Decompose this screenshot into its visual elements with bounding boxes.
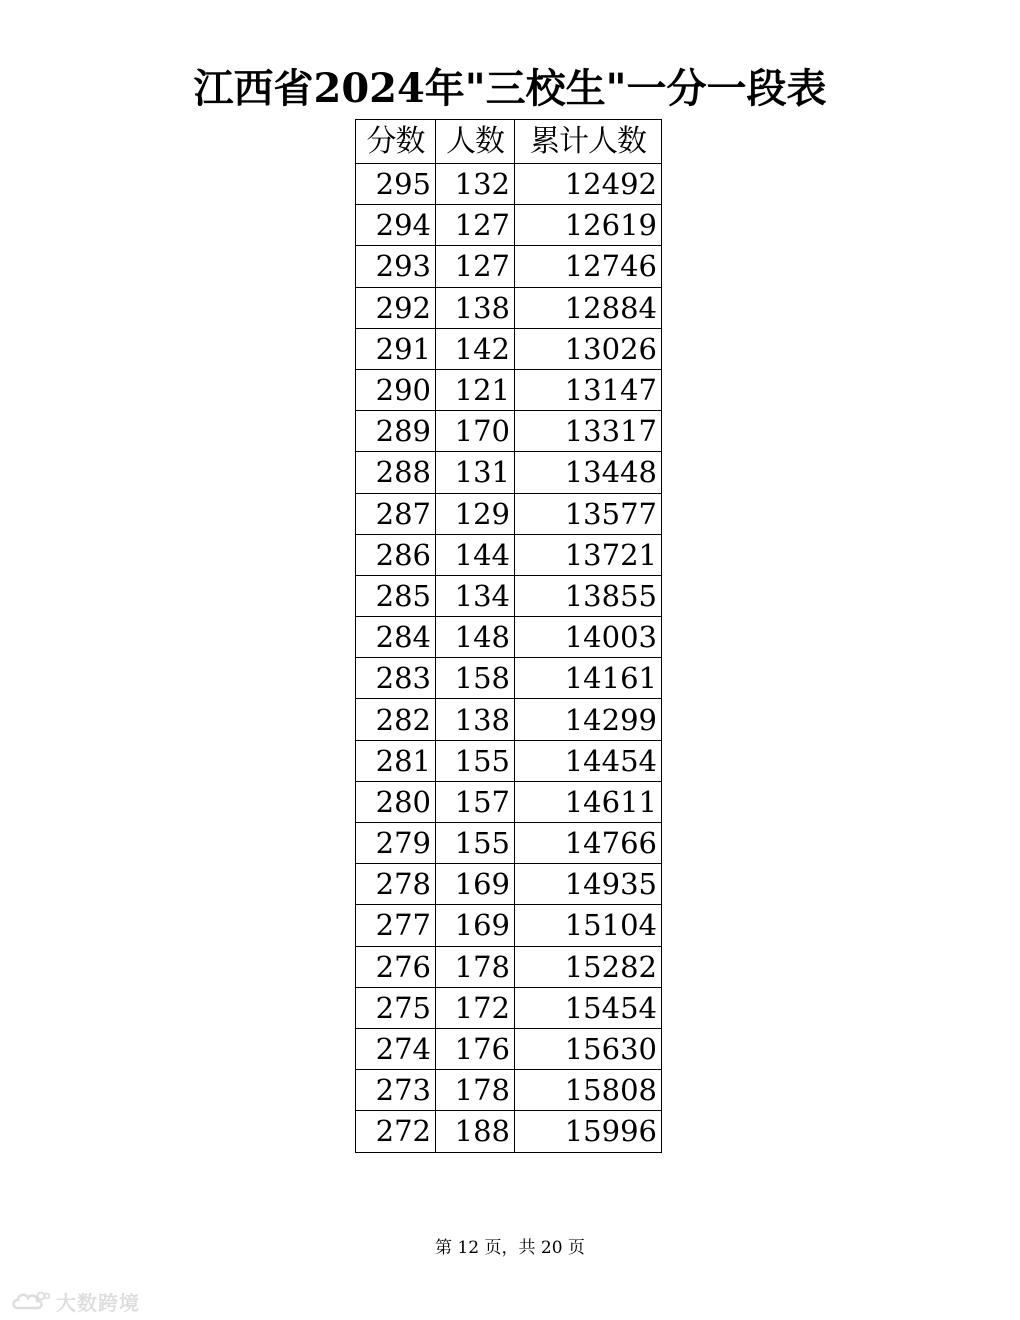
table-row bbox=[356, 534, 662, 575]
cell-count: 178 bbox=[436, 946, 515, 987]
table-row bbox=[356, 658, 662, 699]
cell-count: 155 bbox=[436, 740, 515, 781]
table-row bbox=[356, 328, 662, 369]
cell-score: 284 bbox=[356, 617, 436, 658]
cell-cumulative: 12492 bbox=[515, 164, 662, 205]
cell-count: 132 bbox=[436, 164, 515, 205]
column-header-score: 分数 bbox=[356, 120, 436, 164]
cell-cumulative: 15808 bbox=[515, 1070, 662, 1111]
cell-score: 273 bbox=[356, 1070, 436, 1111]
table-row bbox=[356, 164, 662, 205]
table-row bbox=[356, 246, 662, 287]
cell-cumulative: 15282 bbox=[515, 946, 662, 987]
cell-score: 294 bbox=[356, 205, 436, 246]
cell-score: 276 bbox=[356, 946, 436, 987]
table-row bbox=[356, 411, 662, 452]
cell-count: 158 bbox=[436, 658, 515, 699]
cell-cumulative: 13721 bbox=[515, 534, 662, 575]
cell-score: 288 bbox=[356, 452, 436, 493]
watermark-text: 大数跨境 bbox=[56, 1290, 140, 1315]
table-row bbox=[356, 1111, 662, 1152]
cell-score: 287 bbox=[356, 493, 436, 534]
table-row bbox=[356, 823, 662, 864]
cell-cumulative: 14161 bbox=[515, 658, 662, 699]
table-row bbox=[356, 699, 662, 740]
table-row bbox=[356, 369, 662, 410]
cell-score: 281 bbox=[356, 740, 436, 781]
cell-cumulative: 14766 bbox=[515, 823, 662, 864]
cell-score: 291 bbox=[356, 328, 436, 369]
score-distribution-table bbox=[355, 119, 662, 1153]
cell-score: 289 bbox=[356, 411, 436, 452]
cell-cumulative: 13448 bbox=[515, 452, 662, 493]
column-header-cumulative: 累计人数 bbox=[515, 120, 662, 164]
cell-score: 272 bbox=[356, 1111, 436, 1152]
cell-score: 283 bbox=[356, 658, 436, 699]
cell-cumulative: 13855 bbox=[515, 575, 662, 616]
cell-score: 290 bbox=[356, 369, 436, 410]
table-row bbox=[356, 987, 662, 1028]
table-header-row bbox=[356, 120, 662, 164]
watermark bbox=[10, 1287, 140, 1315]
table-row bbox=[356, 905, 662, 946]
table-row bbox=[356, 740, 662, 781]
cell-score: 278 bbox=[356, 864, 436, 905]
table-body bbox=[356, 164, 662, 1153]
cell-count: 129 bbox=[436, 493, 515, 534]
table-row bbox=[356, 287, 662, 328]
cell-count: 148 bbox=[436, 617, 515, 658]
cell-cumulative: 13026 bbox=[515, 328, 662, 369]
table-row bbox=[356, 493, 662, 534]
cell-cumulative: 14003 bbox=[515, 617, 662, 658]
table-row bbox=[356, 1070, 662, 1111]
cell-score: 292 bbox=[356, 287, 436, 328]
cell-cumulative: 13577 bbox=[515, 493, 662, 534]
cell-cumulative: 15454 bbox=[515, 987, 662, 1028]
cell-count: 134 bbox=[436, 575, 515, 616]
cell-count: 176 bbox=[436, 1028, 515, 1069]
cell-count: 121 bbox=[436, 369, 515, 410]
cell-cumulative: 14935 bbox=[515, 864, 662, 905]
cell-score: 286 bbox=[356, 534, 436, 575]
cell-score: 285 bbox=[356, 575, 436, 616]
cell-cumulative: 12746 bbox=[515, 246, 662, 287]
cell-cumulative: 12884 bbox=[515, 287, 662, 328]
cell-count: 178 bbox=[436, 1070, 515, 1111]
cell-cumulative: 14299 bbox=[515, 699, 662, 740]
column-header-count: 人数 bbox=[436, 120, 515, 164]
table-row bbox=[356, 946, 662, 987]
cell-cumulative: 15630 bbox=[515, 1028, 662, 1069]
cell-count: 172 bbox=[436, 987, 515, 1028]
cell-count: 157 bbox=[436, 781, 515, 822]
cell-count: 127 bbox=[436, 246, 515, 287]
cell-cumulative: 15104 bbox=[515, 905, 662, 946]
table-row bbox=[356, 864, 662, 905]
cell-count: 144 bbox=[436, 534, 515, 575]
cell-cumulative: 14611 bbox=[515, 781, 662, 822]
cell-score: 275 bbox=[356, 987, 436, 1028]
cell-score: 295 bbox=[356, 164, 436, 205]
cell-count: 138 bbox=[436, 699, 515, 740]
table-row bbox=[356, 575, 662, 616]
cell-score: 293 bbox=[356, 246, 436, 287]
cell-score: 279 bbox=[356, 823, 436, 864]
cell-count: 142 bbox=[436, 328, 515, 369]
cloud-logo-icon bbox=[10, 1288, 50, 1314]
cell-score: 274 bbox=[356, 1028, 436, 1069]
cell-count: 131 bbox=[436, 452, 515, 493]
cell-score: 277 bbox=[356, 905, 436, 946]
cell-score: 280 bbox=[356, 781, 436, 822]
cell-count: 127 bbox=[436, 205, 515, 246]
cell-count: 188 bbox=[436, 1111, 515, 1152]
cell-count: 169 bbox=[436, 905, 515, 946]
cell-count: 170 bbox=[436, 411, 515, 452]
table-row bbox=[356, 205, 662, 246]
table-row bbox=[356, 452, 662, 493]
cell-score: 282 bbox=[356, 699, 436, 740]
cell-cumulative: 13147 bbox=[515, 369, 662, 410]
cell-cumulative: 12619 bbox=[515, 205, 662, 246]
page-title: 江西省2024年"三校生"一分一段表 bbox=[193, 65, 827, 112]
table-row bbox=[356, 1028, 662, 1069]
cell-cumulative: 13317 bbox=[515, 411, 662, 452]
page-footer: 第 12 页，共 20 页 bbox=[435, 1238, 585, 1258]
cell-count: 169 bbox=[436, 864, 515, 905]
cell-cumulative: 14454 bbox=[515, 740, 662, 781]
table-row bbox=[356, 781, 662, 822]
table-row bbox=[356, 617, 662, 658]
cell-count: 155 bbox=[436, 823, 515, 864]
cell-cumulative: 15996 bbox=[515, 1111, 662, 1152]
cell-count: 138 bbox=[436, 287, 515, 328]
